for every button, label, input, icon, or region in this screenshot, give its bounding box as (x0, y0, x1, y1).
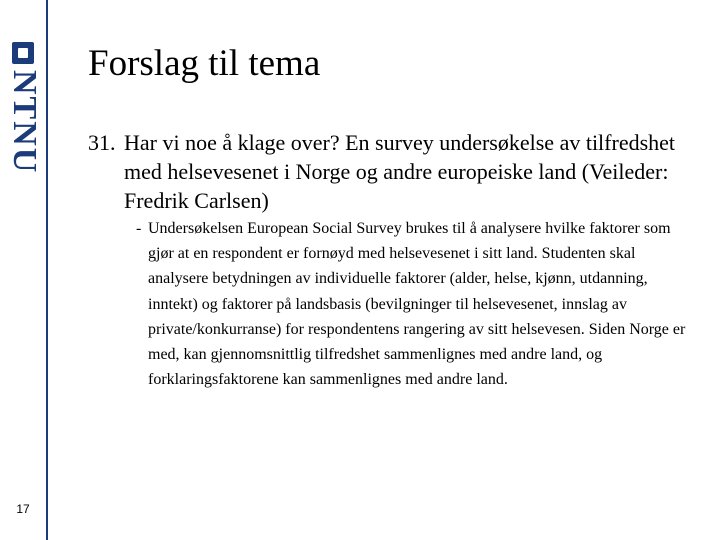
page-number: 17 (16, 502, 30, 516)
subpoint (136, 216, 696, 392)
subpoint-text: Undersøkelsen European Social Survey brukes til å analysere hvilke faktorer som gjør at en respondent er fornøyd med helsevesenet i sitt land. Studenten skal analysere betydningen av individuelle faktorer (alder, helse, kjønn, utdanning, inntekt) og faktorer på landsbasis (bevilgninger til helsevesenet, innslag av private/konkurranse) for respondentens rangering av sitt helsevesen. Siden Norge er med, kan gjennomsnittlig tilfredshet sammenlignes med andre land, og forklaringsfaktorene kan sammenlignes med andre land. (148, 220, 686, 389)
point-number: 31. (88, 130, 116, 155)
point-text: Har vi noe å klage over? En survey undersøkelse av tilfredshet med helsevesenet i Norge og andre europeiske land (Veileder: Fredrik Carlsen) (124, 130, 676, 213)
slide-title: Forslag til tema (88, 43, 321, 84)
ntnu-logo-icon (12, 42, 34, 64)
numbered-point (88, 128, 698, 215)
subpoint-marker: - (136, 220, 142, 237)
sidebar (0, 0, 48, 540)
ntnu-logo-text: NTNU (6, 70, 43, 175)
